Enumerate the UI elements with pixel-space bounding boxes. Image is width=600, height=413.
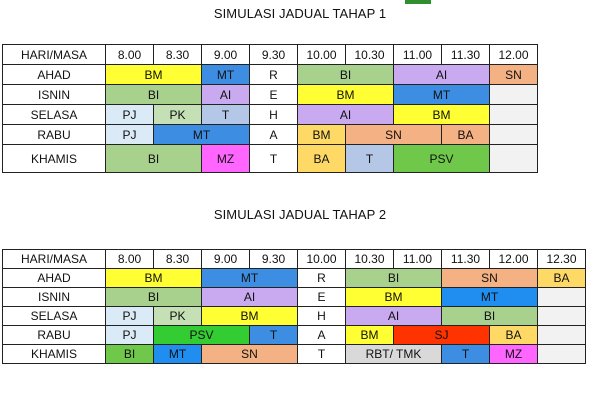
header-time-10-30: 10.30 <box>346 45 394 65</box>
subject-cell-pj: PJ <box>106 125 154 145</box>
subject-cell-bm: BM <box>298 125 346 145</box>
subject-cell-psv: PSV <box>154 326 250 345</box>
subject-cell-t: T <box>298 345 346 364</box>
subject-cell-ai: AI <box>298 105 394 125</box>
empty-cell <box>538 326 586 345</box>
subject-cell-bi: BI <box>106 85 202 105</box>
header-time-12-30: 12.30 <box>538 250 586 269</box>
header-time-11-00: 11.00 <box>394 45 442 65</box>
day-label: RABU <box>3 326 106 345</box>
header-hari-masa: HARI/MASA <box>3 250 106 269</box>
empty-cell <box>490 125 538 145</box>
subject-cell-r: R <box>250 65 298 85</box>
header-time-9-00: 9.00 <box>202 250 250 269</box>
subject-cell-sn: SN <box>202 345 298 364</box>
subject-cell-a: A <box>250 125 298 145</box>
timetable-tahap-2 <box>2 249 586 364</box>
header-time-10-30: 10.30 <box>346 250 394 269</box>
subject-cell-ba: BA <box>298 145 346 173</box>
subject-cell-e: E <box>298 288 346 307</box>
day-label: AHAD <box>3 269 106 288</box>
day-label: SELASA <box>3 307 106 326</box>
subject-cell-mt: MT <box>202 65 250 85</box>
header-time-11-30: 11.30 <box>442 45 490 65</box>
subject-cell-ai: AI <box>202 288 298 307</box>
day-row-isnin <box>3 85 538 105</box>
subject-cell-ba: BA <box>442 125 490 145</box>
subject-cell-bm: BM <box>346 326 394 345</box>
empty-cell <box>490 85 538 105</box>
header-time-10-00: 10.00 <box>298 250 346 269</box>
subject-cell-bi: BI <box>106 288 202 307</box>
header-hari-masa: HARI/MASA <box>3 45 106 65</box>
day-row-isnin <box>3 288 586 307</box>
subject-cell-ai: AI <box>346 307 442 326</box>
header-row <box>3 45 538 65</box>
day-row-selasa <box>3 307 586 326</box>
subject-cell-ba: BA <box>490 326 538 345</box>
subject-cell-r: R <box>298 269 346 288</box>
subject-cell-bi: BI <box>298 65 394 85</box>
subject-cell-bm: BM <box>394 105 490 125</box>
header-time-8-00: 8.00 <box>106 45 154 65</box>
day-row-ahad <box>3 269 586 288</box>
subject-cell-bi: BI <box>442 307 538 326</box>
empty-cell <box>490 105 538 125</box>
header-time-9-30: 9.30 <box>250 45 298 65</box>
subject-cell-t: T <box>202 105 250 125</box>
subject-cell-pk: PK <box>154 105 202 125</box>
subject-cell-sn: SN <box>442 269 538 288</box>
subject-cell-pj: PJ <box>106 307 154 326</box>
subject-cell-t: T <box>442 345 490 364</box>
subject-cell-bm: BM <box>202 307 298 326</box>
subject-cell-bm: BM <box>106 65 202 85</box>
day-label: RABU <box>3 125 106 145</box>
subject-cell-mt: MT <box>202 269 298 288</box>
subject-cell-h: H <box>298 307 346 326</box>
subject-cell-bi: BI <box>106 345 154 364</box>
header-time-10-00: 10.00 <box>298 45 346 65</box>
subject-cell-t: T <box>250 145 298 173</box>
header-time-9-30: 9.30 <box>250 250 298 269</box>
empty-cell <box>490 145 538 173</box>
subject-cell-e: E <box>250 85 298 105</box>
subject-cell-pk: PK <box>154 307 202 326</box>
day-row-selasa <box>3 105 538 125</box>
header-time-8-30: 8.30 <box>154 45 202 65</box>
subject-cell-pj: PJ <box>106 326 154 345</box>
subject-cell-h: H <box>250 105 298 125</box>
subject-cell-mt: MT <box>154 125 250 145</box>
subject-cell-a: A <box>298 326 346 345</box>
subject-cell-mt: MT <box>394 85 490 105</box>
timetable-tahap-1 <box>2 44 538 173</box>
subject-cell-t: T <box>346 145 394 173</box>
subject-cell-rbt-tmk: RBT/ TMK <box>346 345 442 364</box>
subject-cell-pj: PJ <box>106 105 154 125</box>
day-label: ISNIN <box>3 288 106 307</box>
subject-cell-mz: MZ <box>202 145 250 173</box>
header-time-8-30: 8.30 <box>154 250 202 269</box>
subject-cell-bi: BI <box>106 145 202 173</box>
day-row-rabu <box>3 125 538 145</box>
subject-cell-mt: MT <box>154 345 202 364</box>
subject-cell-ai: AI <box>202 85 250 105</box>
day-row-khamis <box>3 145 538 173</box>
subject-cell-bm: BM <box>346 288 442 307</box>
day-label: SELASA <box>3 105 106 125</box>
subject-cell-t: T <box>250 326 298 345</box>
header-time-8-00: 8.00 <box>106 250 154 269</box>
top-edge-marker <box>405 0 431 4</box>
day-label: KHAMIS <box>3 345 106 364</box>
day-row-ahad <box>3 65 538 85</box>
day-label: ISNIN <box>3 85 106 105</box>
subject-cell-mt: MT <box>442 288 538 307</box>
empty-cell <box>538 345 586 364</box>
empty-cell <box>538 307 586 326</box>
subject-cell-ai: AI <box>394 65 490 85</box>
header-time-11-30: 11.30 <box>442 250 490 269</box>
header-time-12-00: 12.00 <box>490 250 538 269</box>
empty-cell <box>538 288 586 307</box>
subject-cell-mz: MZ <box>490 345 538 364</box>
day-label: AHAD <box>3 65 106 85</box>
table2-title: SIMULASI JADUAL TAHAP 2 <box>213 207 387 222</box>
subject-cell-bm: BM <box>106 269 202 288</box>
subject-cell-sn: SN <box>490 65 538 85</box>
table1-title: SIMULASI JADUAL TAHAP 1 <box>213 6 387 21</box>
header-row <box>3 250 586 269</box>
subject-cell-ba: BA <box>538 269 586 288</box>
day-row-rabu <box>3 326 586 345</box>
subject-cell-sj: SJ <box>394 326 490 345</box>
subject-cell-bi: BI <box>346 269 442 288</box>
subject-cell-sn: SN <box>346 125 442 145</box>
day-label: KHAMIS <box>3 145 106 173</box>
subject-cell-psv: PSV <box>394 145 490 173</box>
subject-cell-bm: BM <box>298 85 394 105</box>
day-row-khamis <box>3 345 586 364</box>
header-time-12-00: 12.00 <box>490 45 538 65</box>
header-time-11-00: 11.00 <box>394 250 442 269</box>
header-time-9-00: 9.00 <box>202 45 250 65</box>
